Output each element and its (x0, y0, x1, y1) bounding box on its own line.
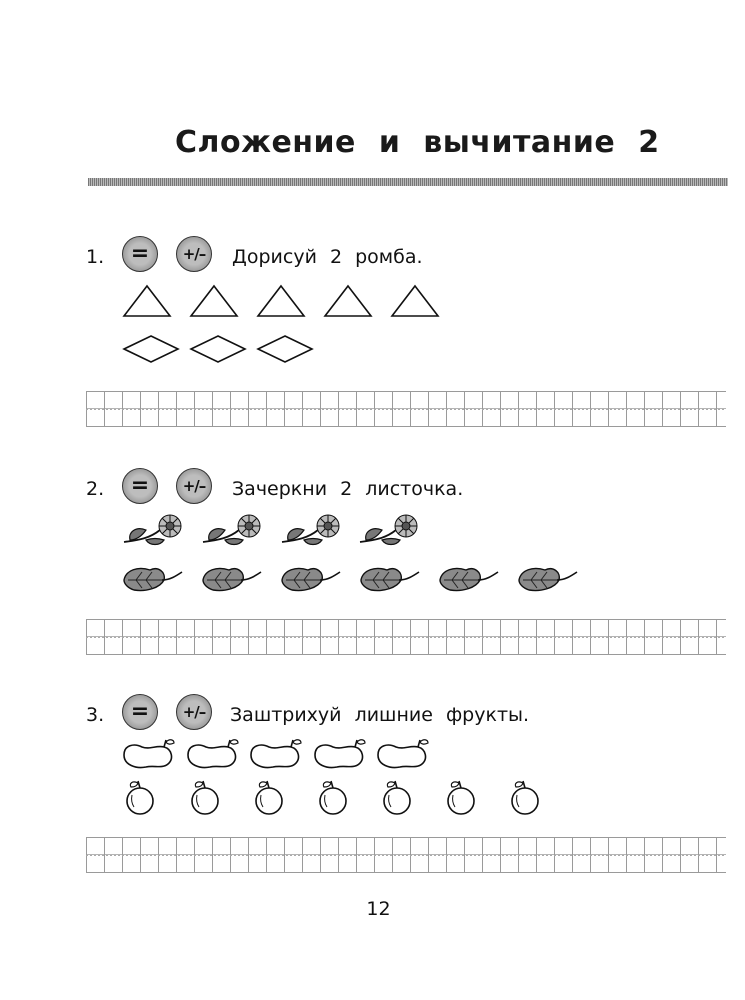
equal-badge-icon: = (122, 468, 158, 504)
answer-grid-3[interactable] (86, 837, 726, 873)
apple-icon (508, 778, 542, 818)
pear-icon (374, 737, 430, 771)
pear-icon (311, 737, 367, 771)
triangle-icon (390, 284, 440, 318)
rhombus-icon (189, 334, 247, 364)
leaf-icon (357, 562, 421, 594)
equal-badge-icon: = (122, 236, 158, 272)
apple-icon (188, 778, 222, 818)
answer-grid-1[interactable] (86, 391, 726, 427)
answer-grid-2[interactable] (86, 619, 726, 655)
rhombus-icon (256, 334, 314, 364)
pear-icon (184, 737, 240, 771)
apple-icon (316, 778, 350, 818)
page-title: Сложение и вычитание 2 (175, 125, 660, 160)
page-number: 12 (366, 898, 391, 920)
plus-minus-badge-icon: +/– (176, 468, 212, 504)
task-2-number: 2. (86, 478, 105, 500)
leaf-icon (436, 562, 500, 594)
leaf-icon (199, 562, 263, 594)
leaf-icon (120, 562, 184, 594)
apple-icon (444, 778, 478, 818)
triangle-icon (189, 284, 239, 318)
plus-minus-badge-icon: +/– (176, 236, 212, 272)
rhombus-icon (122, 334, 180, 364)
pear-icon (247, 737, 303, 771)
triangle-icon (256, 284, 306, 318)
task-3-text: Заштрихуй лишние фрукты. (230, 704, 530, 726)
plus-minus-badge-icon: +/– (176, 694, 212, 730)
pear-icon (120, 737, 176, 771)
triangle-icon (122, 284, 172, 318)
leaf-icon (278, 562, 342, 594)
flower-icon (278, 510, 344, 550)
equal-badge-icon: = (122, 694, 158, 730)
task-1-text: Дорисуй 2 ромба. (232, 246, 423, 268)
triangle-icon (323, 284, 373, 318)
task-3-number: 3. (86, 704, 105, 726)
task-2-text: Зачеркни 2 листочка. (232, 478, 464, 500)
leaf-icon (515, 562, 579, 594)
flower-icon (120, 510, 186, 550)
flower-icon (356, 510, 422, 550)
task-1-number: 1. (86, 246, 105, 268)
title-divider (88, 178, 728, 186)
apple-icon (380, 778, 414, 818)
flower-icon (199, 510, 265, 550)
apple-icon (123, 778, 157, 818)
apple-icon (252, 778, 286, 818)
